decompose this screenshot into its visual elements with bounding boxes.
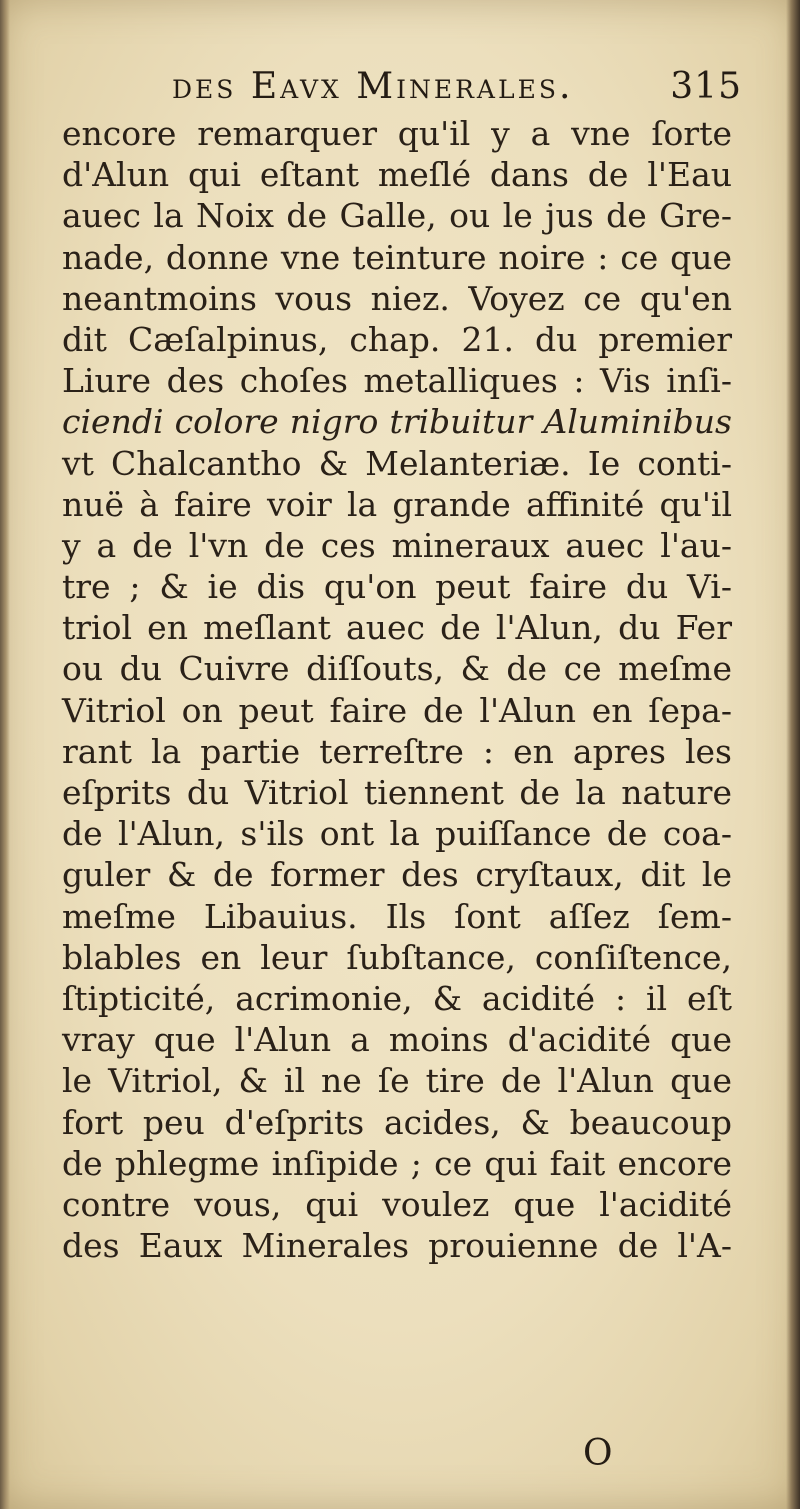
text-line: eſprits du Vitriol tiennent de la nature (62, 773, 732, 812)
text-line: fort peu d'eſprits acides, & beaucoup (62, 1102, 732, 1142)
text-line: neantmoins vous niez. Voyez ce qu'en (62, 278, 732, 318)
text-line: vray que l'Alun a moins d'acidité que (62, 1020, 732, 1060)
text-line: de phlegme inſipide ; ce qui fait encore (62, 1143, 732, 1183)
running-title: des Eavx Minerales. (172, 66, 574, 107)
text-line: auec la Noix de Galle, ou le jus de Gre- (62, 196, 732, 236)
text-line: triol en meſlant auec de l'Alun, du Fer (62, 608, 732, 648)
text-line: des Eaux Minerales prouienne de l'A- (62, 1226, 732, 1266)
body-text (62, 113, 732, 1266)
catchword: O (583, 1433, 613, 1474)
text-line: encore remarquer qu'il y a vne ſorte (62, 114, 732, 153)
text-line: nuë à faire voir la grande affinité qu'il (62, 484, 732, 524)
page-number: 315 (670, 66, 742, 107)
text-line: Vitriol on peut faire de l'Alun en ſepa- (62, 690, 732, 730)
text-line: dit Cæſalpinus, chap. 21. du premier (62, 319, 732, 359)
text-line: nade, donne vne teinture noire : ce que (62, 237, 732, 277)
text-line: d'Alun qui eſtant meſlé dans de l'Eau (62, 155, 732, 195)
text-line: Liure des choſes metalliques : Vis inſi- (62, 361, 732, 401)
text-line: tre ; & ie dis qu'on peut faire du Vi- (62, 567, 732, 607)
text-line: y a de l'vn de ces mineraux auec l'au- (62, 525, 732, 565)
text-line: guler & de former des cryſtaux, dit le (62, 855, 732, 895)
text-line: de l'Alun, s'ils ont la puiſſance de coa- (62, 814, 732, 854)
latin-quote-line: ciendi colore nigro tribuitur Aluminibus (62, 402, 732, 442)
page-header (172, 66, 742, 118)
text-line: contre vous, qui voulez que l'acidité (62, 1184, 732, 1224)
text-line: meſme Libauius. Ils ſont aſſez ſem- (62, 896, 732, 936)
text-line: ou du Cuivre diſſouts, & de ce meſme (62, 649, 732, 689)
text-line: rant la partie terreſtre : en apres les (62, 731, 732, 771)
text-line: le Vitriol, & il ne ſe tire de l'Alun que (62, 1061, 732, 1101)
text-line: vt Chalcantho & Melanteriæ. Ie conti- (62, 443, 732, 483)
text-line: ſtipticité, acrimonie, & acidité : il eſt (62, 978, 732, 1018)
text-line: blables en leur ſubſtance, conſiſtence, (62, 937, 732, 977)
